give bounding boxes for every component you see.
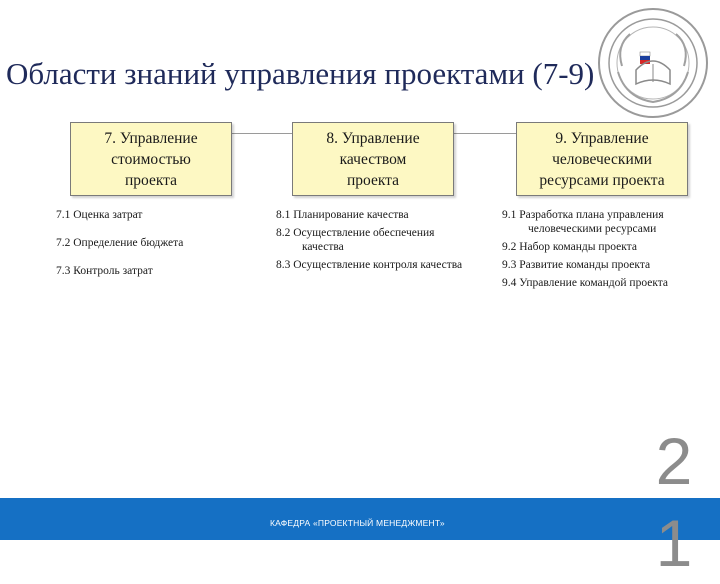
list-item: 9.4 Управление командой проекта: [502, 277, 669, 289]
process-list-hr: [502, 208, 692, 290]
slide-title: Области знаний управления проектами (7-9): [6, 56, 595, 91]
list-item: 7.1 Оценка затрат: [56, 209, 143, 221]
list-item: 7.3 Контроль затрат: [56, 265, 153, 277]
university-emblem-icon: [596, 6, 710, 120]
list-item: 8.1 Планирование качества: [276, 209, 409, 221]
area-heading: 9. Управление человеческими ресурсами проекта: [539, 129, 665, 189]
area-box-quality: [292, 122, 454, 196]
list-item: 7.2 Определение бюджета: [56, 237, 184, 249]
footer-text: КАФЕДРА «ПРОЕКТНЫЙ МЕНЕДЖМЕНТ»: [270, 518, 445, 528]
area-heading: 7. Управление стоимостью проекта: [104, 129, 198, 189]
process-list-cost: [56, 208, 246, 278]
list-item: 8.2 Осуществление обеспечения качества: [276, 227, 435, 253]
list-item: 9.1 Разработка плана управления человеческими ресурсами: [502, 209, 664, 235]
list-item: 9.3 Развитие команды проекта: [502, 259, 651, 271]
area-box-hr: [516, 122, 688, 196]
process-list-quality: [276, 208, 476, 272]
list-item: 8.3 Осуществление контроля качества: [276, 259, 463, 271]
area-heading: 8. Управление качеством проекта: [326, 129, 420, 189]
area-box-cost: [70, 122, 232, 196]
list-item: 9.2 Набор команды проекта: [502, 241, 637, 253]
slide-number: 21: [655, 424, 693, 580]
connector-line-left: [230, 133, 292, 134]
connector-line-right: [452, 133, 516, 134]
